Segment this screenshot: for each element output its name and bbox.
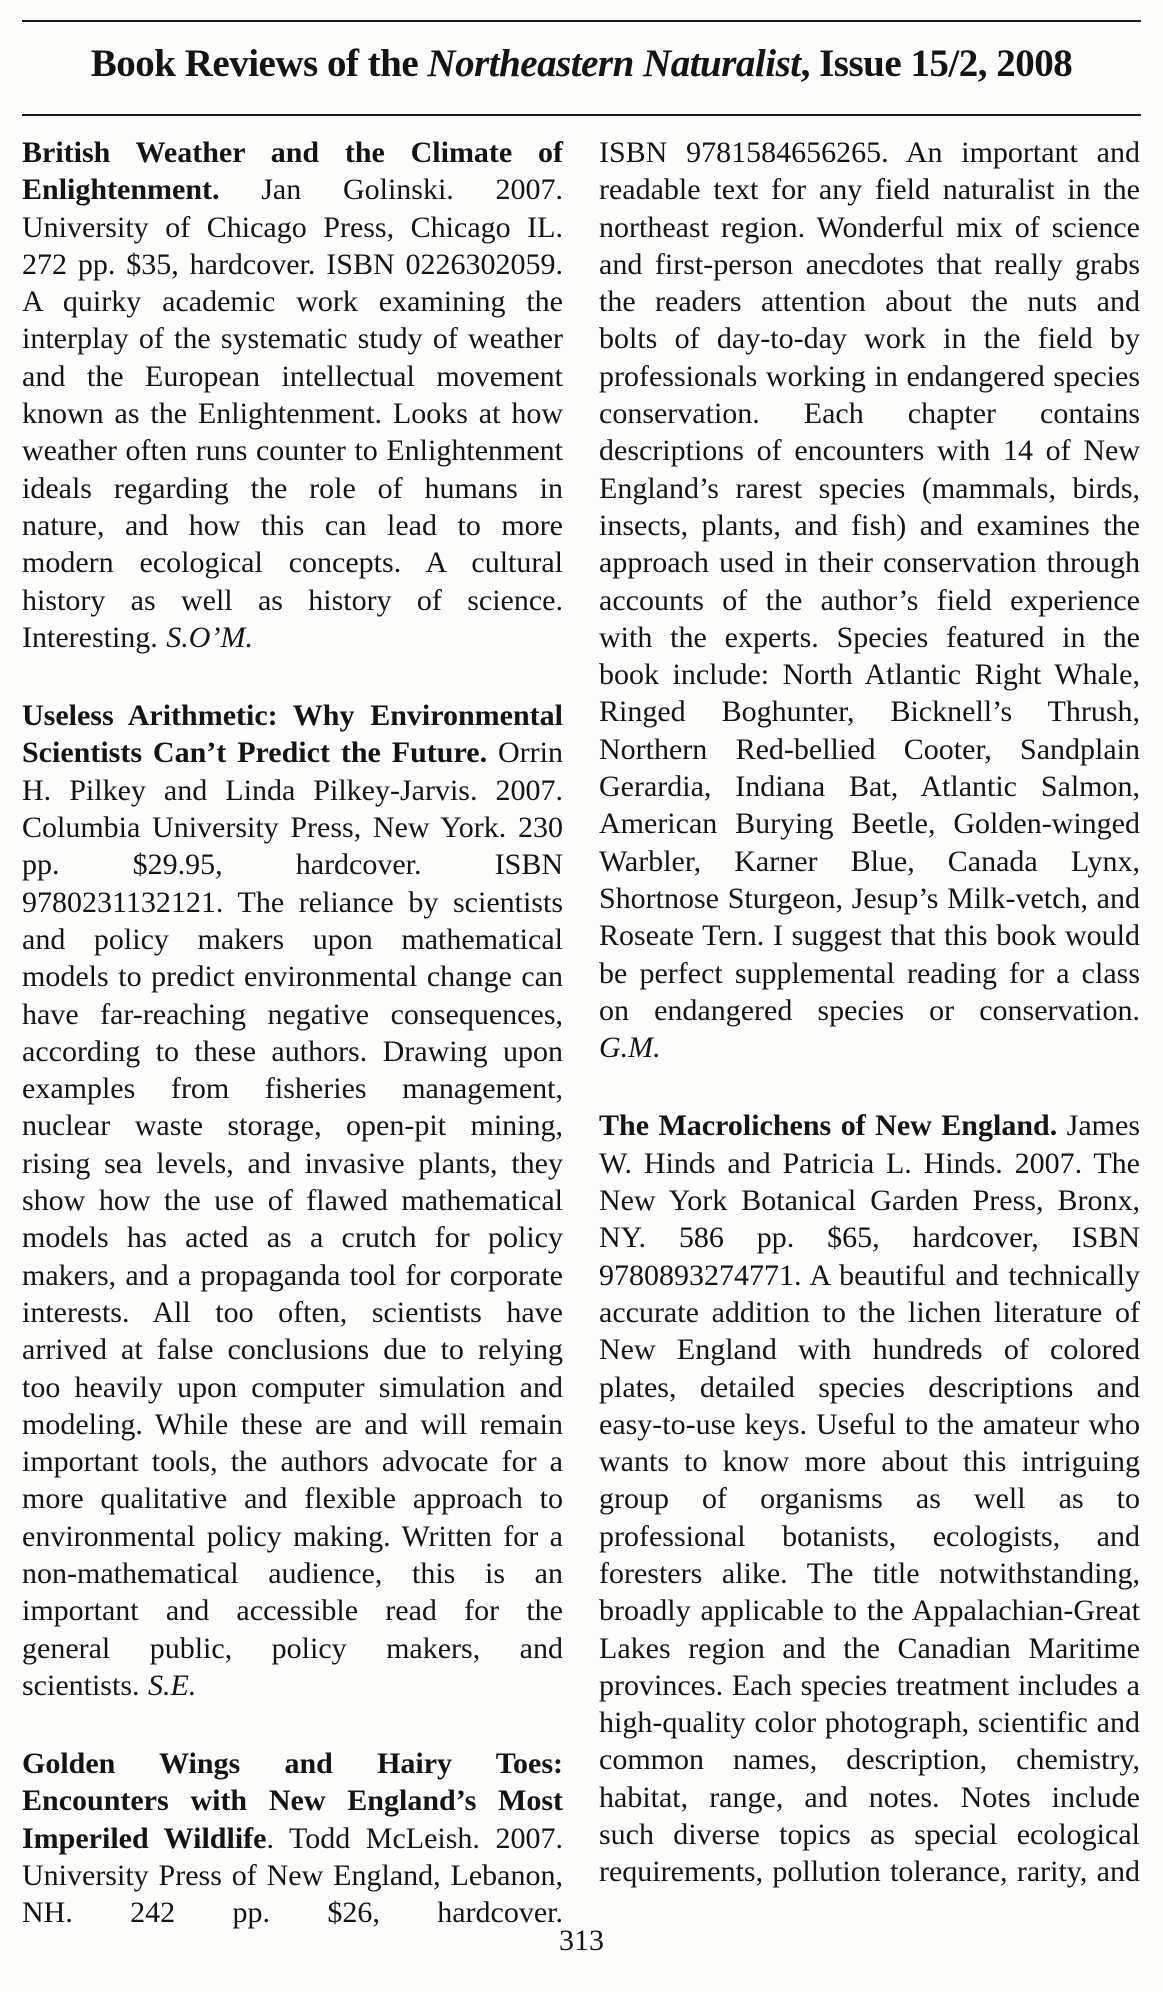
review-text: ISBN 9781584656265. An important and readable text for any field naturalist in the northeast region. Wonderful mix of science and first-person anecdotes that really grabs the readers attention about the nuts and bolts of day-to-day work in the field by professionals working in endangered species conservation. Each chapter contains descriptions of encounters with 14 of New England’s rarest species (mammals, birds, insects, plants, and fish) and examines the approach used in their conservation through accounts of the author’s field experience with the experts. Species featured in the book include: North Atlantic Right Whale, Ringed Boghunter, Bicknell’s Thrush, Northern Red-bellied Cooter, Sandplain Gerardia, Indiana Bat, Atlantic Salmon, American Burying Beetle, Golden-winged Warbler, Karner Blue, Canada Lynx, Shortnose Sturgeon, Jesup’s Milk-vetch, and Roseate Tern. I suggest that this book would be perfect supplemental reading for a class on endangered species or conservation. [599, 136, 1140, 1027]
review-book-title: Golden Wings and Hairy Toes: Encounters with New England’s Most Imperiled Wildlife [22, 1747, 563, 1855]
review-text: Orrin H. Pilkey and Linda Pilkey-Jarvis. 2007. Columbia University Press, New York. 230 pp. $29.95, hardcover. ISBN 9780231132121. The reliance by scientists and policy makers upon mathematical models to predict environmental change can have far-reaching negative consequences, according to these authors. Drawing upon examples from fisheries management, nuclear waste storage, open-pit mining, rising sea levels, and invasive plants, they show how the use of flawed mathematical models has acted as a crutch for policy makers, and a propaganda tool for corporate interests. All too often, scientists have arrived at false conclusions due to relying too heavily upon computer simulation and modeling. While these are and will remain important tools, the authors advocate for a more qualitative and flexible approach to environmental policy making. Written for a non-mathematical audience, this is an important and accessible read for the general public, policy makers, and scientists. [22, 736, 563, 1702]
review-golden-wings [22, 1745, 563, 1929]
review-macrolichens [599, 1107, 1140, 1890]
reviewer-initials: S.E. [148, 1668, 197, 1702]
journal-name: Northeastern Naturalist [427, 42, 801, 85]
page-number: 313 [559, 1924, 604, 1957]
review-text: Jan Golinski. 2007. University of Chicago Press, Chicago IL. 272 pp. $35, hardcover. ISBN 0226302059. A quirky academic work examining the interplay of the systematic study of weather and the European intellectual movement known as the Enlightenment. Looks at how weather often runs counter to Enlightenment ideals regarding the role of humans in nature, and how this can lead to more modern ecological concepts. A cultural history as well as history of science. Interesting. [22, 173, 563, 654]
review-text: James W. Hinds and Patricia L. Hinds. 2007. The New York Botanical Garden Press, Bronx, NY. 586 pp. $65, hardcover, ISBN 9780893274771. A beautiful and technically accurate addition to the lichen literature of New England with hundreds of colored plates, detailed species descriptions and easy-to-use keys. Useful to the amateur who wants to know more about this intriguing group of organisms as well as to professional botanists, ecologists, and foresters alike. The title notwithstanding, broadly applicable to the Appalachian-Great Lakes region and the Canadian Maritime provinces. Each species treatment includes a high-quality color photograph, scientific and common names, description, chemistry, habitat, range, and notes. Notes include such diverse topics as special ecological requirements, pollution tolerance, rarity, and [599, 1109, 1140, 1889]
right-column [599, 134, 1140, 1929]
review-book-title: British Weather and the Climate of Enlightenment. [22, 136, 563, 207]
title-text: , Issue 15/2, 2008 [800, 42, 1073, 85]
page-title [0, 22, 1163, 114]
review-golden-wings-continued [599, 134, 1140, 1066]
review-useless-arithmetic [22, 697, 563, 1704]
review-british-weather [22, 134, 563, 656]
left-column [22, 134, 563, 1929]
review-text: . Todd McLeish. 2007. University Press of New England, Lebanon, NH. 242 pp. $26, hardcover. [22, 1821, 563, 1929]
review-book-title: Useless Arithmetic: Why Environmental Scientists Can’t Predict the Future. [22, 699, 563, 770]
header-rule-bottom [22, 114, 1141, 116]
reviewer-initials: G.M. [599, 1031, 661, 1065]
review-columns [0, 134, 1163, 1929]
reviewer-initials: S.O’M. [166, 620, 253, 654]
title-text: Book Reviews of the [90, 42, 428, 85]
review-book-title: The Macrolichens of New England. [599, 1109, 1058, 1143]
